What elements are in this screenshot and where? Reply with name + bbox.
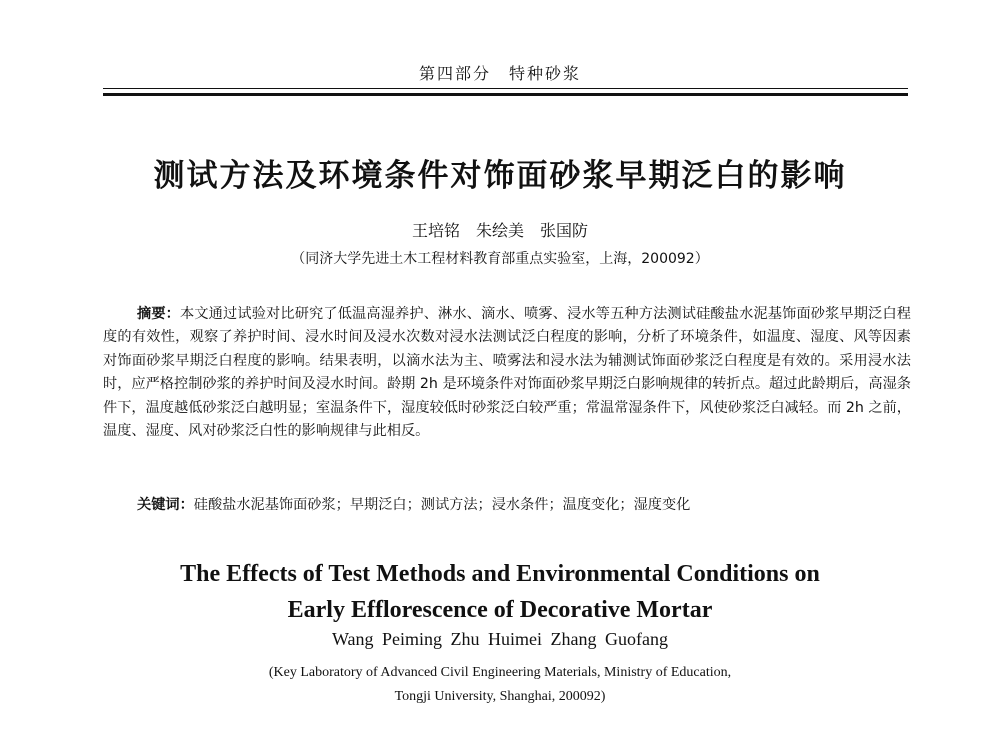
chinese-keywords bbox=[137, 494, 912, 517]
keywords-label: 关键词： bbox=[137, 497, 194, 513]
chinese-authors: 王培铭 朱绘美 张国防 bbox=[411, 221, 588, 240]
english-title-line-2: Early Efflorescence of Decorative Mortar bbox=[287, 597, 713, 623]
abstract-label: 摘要： bbox=[137, 306, 181, 322]
english-affiliation-line-1: (Key Laboratory of Advanced Civil Engineering Materials, Ministry of Education, bbox=[268, 665, 732, 680]
chinese-abstract bbox=[103, 303, 911, 443]
english-title bbox=[0, 556, 1000, 628]
section-header: 第四部分 特种砂浆 bbox=[418, 64, 581, 83]
english-affiliation bbox=[0, 661, 1000, 709]
english-title-line-1: The Effects of Test Methods and Environmental Conditions on bbox=[180, 561, 820, 587]
chinese-affiliation: （同济大学先进土木工程材料教育部重点实验室，上海，200092） bbox=[291, 251, 709, 267]
header-rule-thin bbox=[103, 88, 908, 89]
keywords-text: 硅酸盐水泥基饰面砂浆；早期泛白；测试方法；浸水条件；温度变化；湿度变化 bbox=[193, 497, 691, 513]
chinese-title: 测试方法及环境条件对饰面砂浆早期泛白的影响 bbox=[153, 158, 847, 194]
english-affiliation-line-2: Tongji University, Shanghai, 200092) bbox=[394, 689, 606, 704]
header-rule-thick bbox=[103, 93, 908, 96]
english-authors: Wang Peiming Zhu Huimei Zhang Guofang bbox=[332, 629, 668, 649]
abstract-text: 本文通过试验对比研究了低温高湿养护、淋水、滴水、喷雾、浸水等五种方法测试硅酸盐水泥基饰面砂浆早期泛白程度的有效性，观察了养护时间、浸水时间及浸水次数对浸水法测试泛白程度的影响，分析了环境条件，如温度、湿度、风等因素对饰面砂浆早期泛白程度的影响。结果表明，以滴水法为主、喷雾法和浸水法为辅测试饰面砂浆泛白程度是有效的。采用浸水法时，应严格控制砂浆的养护时间及浸水时间。龄期 2h 是环境条件对饰面砂浆早期泛白影响规律的转折点。超过此龄期后，高湿条件下，温度越低砂浆泛白越明显；室温条件下，湿度较低时砂浆泛白较严重；常温常湿条件下，风使砂浆泛白减轻。而 2h 之前，温度、湿度、风对砂浆泛白性的影响规律与此相反。 bbox=[103, 306, 911, 440]
